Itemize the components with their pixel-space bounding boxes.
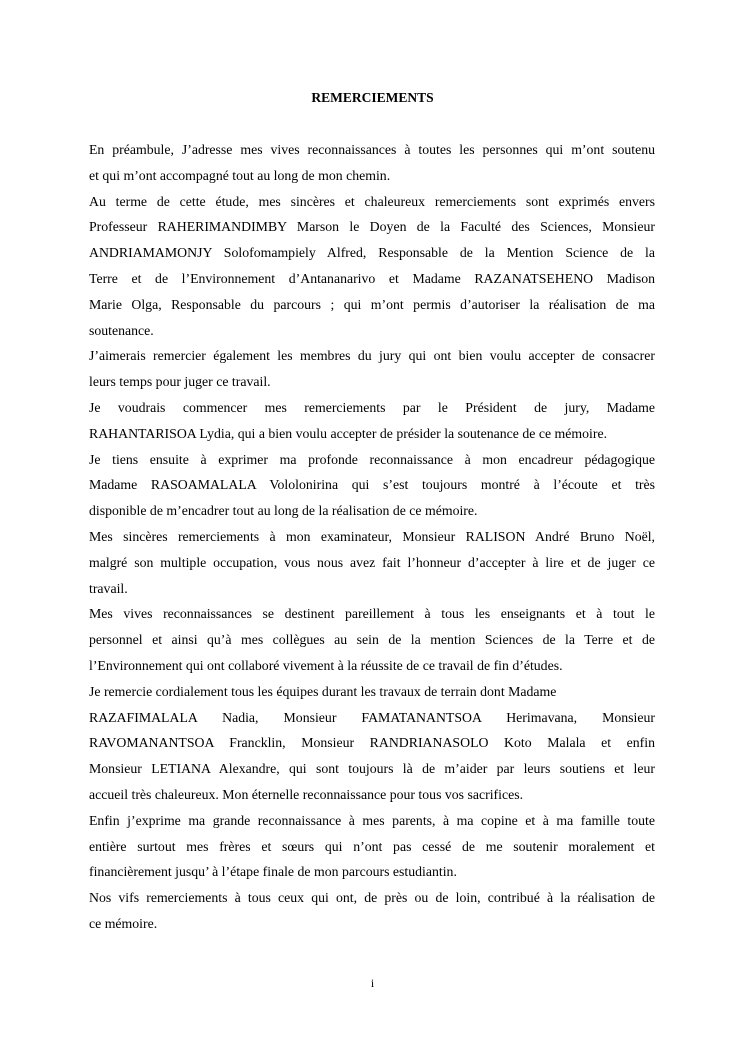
text-line: Je tiens ensuite à exprimer ma profonde reconnaissance à mon encadreur pédagogique [89,451,655,467]
text-line: disponible de m’encadrer tout au long de la réalisation de ce mémoire. [89,503,478,519]
text-line: Terre et de l’Environnement d’Antananarivo et Madame RAZANATSEHENO Madison [89,270,655,286]
paragraph-faculty-thanks [89,189,655,344]
acknowledgements-body [89,137,655,937]
text-line: entière surtout mes frères et sœurs qui n’ont pas cessé de me soutenir moralement et [89,838,655,854]
text-line: En préambule, J’adresse mes vives reconnaissances à toutes les personnes qui m’ont soutenu [89,142,655,157]
page-title: REMERCIEMENTS [311,90,434,105]
text-line: Je remercie cordialement tous les équipes durant les travaux de terrain dont Madame [89,683,557,699]
text-line: Mes vives reconnaissances se destinent pareillement à tous les enseignants et à tout le [89,606,655,622]
paragraph-examiner-thanks [89,524,655,601]
text-line: J’aimerais remercier également les membres du jury qui ont bien voulu accepter de consacrer [89,348,655,364]
text-line: Enfin j’exprime ma grande reconnaissance à mes parents, à ma copine et à ma famille toute [89,812,655,828]
text-line: travail. [89,580,128,596]
text-line: ANDRIAMAMONJY Solofomampiely Alfred, Responsable de la Mention Science de la [89,245,655,261]
text-line: RAHANTARISOA Lydia, qui a bien voulu accepter de présider la soutenance de ce mémoire. [89,425,608,441]
paragraph-closing-thanks [89,885,655,937]
text-line: ce mémoire. [89,915,158,931]
text-line: Mes sincères remerciements à mon examinateur, Monsieur RALISON André Bruno Noël, [89,528,655,544]
text-line: accueil très chaleureux. Mon éternelle reconnaissance pour tous vos sacrifices. [89,786,524,802]
text-line: malgré son multiple occupation, vous nous avez fait l’honneur d’accepter à lire et de juger ce [89,554,655,570]
paragraph-supervisor-thanks [89,447,655,524]
paragraph-staff-thanks [89,601,655,678]
text-line: l’Environnement qui ont collaboré vivement à la réussite de ce travail de fin d’études. [89,657,563,673]
text-line: Madame RASOAMALALA Vololonirina qui s’est toujours montré à l’écoute et très [89,477,655,493]
text-line: Marie Olga, Responsable du parcours ; qui m’ont permis d’autoriser la réalisation de ma [89,296,655,312]
paragraph-president-thanks [89,395,655,447]
text-line: Professeur RAHERIMANDIMBY Marson le Doyen de la Faculté des Sciences, Monsieur [89,219,655,235]
text-line: Je voudrais commencer mes remerciements par le Président de jury, Madame [89,399,655,415]
text-line: Au terme de cette étude, mes sincères et chaleureux remerciements sont exprimés envers [89,193,655,209]
text-line: RAVOMANANTSOA Francklin, Monsieur RANDRIANASOLO Koto Malala et enfin [89,735,655,751]
text-line: financièrement jusqu’ à l’étape finale de mon parcours estudiantin. [89,864,457,880]
page-number: i [370,976,375,990]
paragraph-preamble [89,137,655,189]
paragraph-family-thanks [89,808,655,885]
text-line: personnel et ainsi qu’à mes collègues au sein de la mention Sciences de la Terre et de [89,632,655,648]
text-line: RAZAFIMALALA Nadia, Monsieur FAMATANANTSOA Herimavana, Monsieur [89,709,655,725]
paragraph-field-team-thanks [89,679,655,808]
text-line: Monsieur LETIANA Alexandre, qui sont toujours là de m’aider par leurs soutiens et leur [89,761,655,777]
text-line: et qui m’ont accompagné tout au long de mon chemin. [89,167,391,183]
text-line: soutenance. [89,322,154,338]
text-line: Nos vifs remerciements à tous ceux qui ont, de près ou de loin, contribué à la réalisation de [89,890,655,906]
text-line: leurs temps pour juger ce travail. [89,374,271,390]
paragraph-jury-thanks [89,343,655,395]
